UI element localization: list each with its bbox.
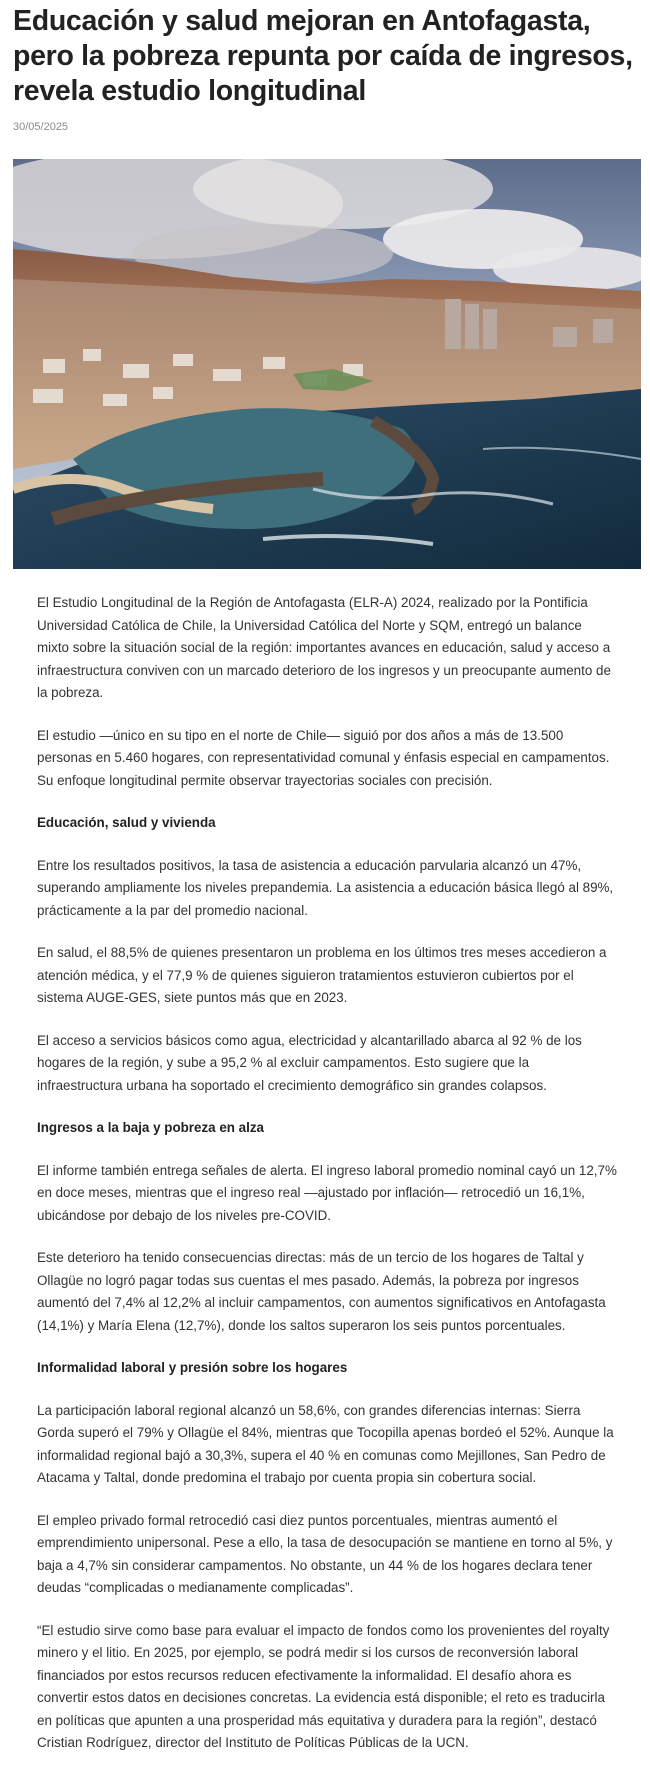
paragraph-poverty: Este deterioro ha tenido consecuencias directas: más de un tercio de los hogares de Taltal y Ollagüe no logró pagar todas sus cuentas el mes pasado. Además, la pobreza por ingresos aumentó del 7,4% al 12,2% al incluir campamentos, con aumentos significativos en Antofagasta (14,1%) y María Elena (12,7%), donde los saltos superaron los seis puntos porcentuales.	[37, 1250, 606, 1333]
paragraph-study: El estudio —único en su tipo en el norte de Chile— siguió por dos años a más de 13.500 personas en 5.460 hogares, con representatividad comunal y énfasis especial en campamentos. Su enfoque longitudinal permite observar trayectorias sociales con precisión.	[37, 727, 610, 788]
paragraph-education: Entre los resultados positivos, la tasa de asistencia a educación parvularia alcanzó un 47%, superando ampliamente los niveles prepandemia. La asistencia a educación básica llegó al 89%, prácticamente a la par del promedio nacional.	[37, 857, 614, 918]
paragraph-labor: La participación laboral regional alcanzó un 58,6%, con grandes diferencias internas: Sierra Gorda superó el 79% y Ollagüe el 84%, mientras que Tocopilla apenas bordeó el 52%. Aunque la informalidad regional bajó a 30,3%, supera el 40 % en comunas como Mejillones, San Pedro de Atacama y Taltal, donde predomina el trabajo por cuenta propia sin cobertura social.	[37, 1402, 614, 1485]
article-title: Educación y salud mejoran en Antofagasta, pero la pobreza repunta por caída de ingresos, revela estudio longitudinal	[13, 5, 633, 107]
article-date: 30/05/2025	[13, 121, 69, 133]
paragraph-quote: “El estudio sirve como base para evaluar el impacto de fondos como los provenientes del royalty minero y el litio. En 2025, por ejemplo, se podrá medir si los cursos de reconversión laboral financiados por estos recursos reducen efectivamente la informalidad. El desafío ahora es convertir estos datos en decisiones concretas. La evidencia está disponible; el reto es traducirla en políticas que apunten a una prosperidad más equitativa y duradera para la región”, destacó Cristian Rodríguez, director del Instituto de Políticas Públicas de la UCN.	[37, 1622, 610, 1750]
paragraph-services: El acceso a servicios básicos como agua, electricidad y alcantarillado abarca al 92 % de los hogares de la región, y sube a 95,2 % al excluir campamentos. Esto sugiere que la infraestructura urbana ha soportado el crecimiento demográfico sin grandes colapsos.	[37, 1032, 582, 1093]
hero-image	[13, 159, 641, 569]
heading-education-health: Educación, salud y vivienda	[37, 815, 216, 830]
paragraph-income: El informe también entrega señales de alerta. El ingreso laboral promedio nominal cayó un 12,7% en doce meses, mientras que el ingreso real —ajustado por inflación— retrocedió un 16,1%, ubicándose por debajo de los niveles pre-COVID.	[37, 1162, 617, 1223]
paragraph-intro: El Estudio Longitudinal de la Región de Antofagasta (ELR-A) 2024, realizado por la Pontificia Universidad Católica de Chile, la Universidad Católica del Norte y SQM, entregó un balance mixto sobre la situación social de la región: importantes avances en educación, salud y acceso a infraestructura conviven con un marcado deterioro de los ingresos y un preocupante aumento de la pobreza.	[37, 595, 611, 700]
paragraph-health: En salud, el 88,5% de quienes presentaron un problema en los últimos tres meses accedieron a atención médica, y el 77,9 % de quienes siguieron tratamientos estuvieron cubiertos por el sistema AUGE-GES, siete puntos más que en 2023.	[37, 945, 607, 1005]
paragraph-employment: El empleo privado formal retrocedió casi diez puntos porcentuales, mientras aumentó el emprendimiento unipersonal. Pese a ello, la tasa de desocupación se mantiene en torno al 5%, y baja a 4,7% sin considerar campamentos. No obstante, un 44 % de los hogares declara tener deudas “complicadas o medianamente complicadas”.	[37, 1512, 613, 1595]
heading-informality: Informalidad laboral y presión sobre los hogares	[37, 1360, 348, 1375]
article-body	[37, 592, 617, 1775]
heading-income-poverty: Ingresos a la baja y pobreza en alza	[37, 1120, 264, 1135]
